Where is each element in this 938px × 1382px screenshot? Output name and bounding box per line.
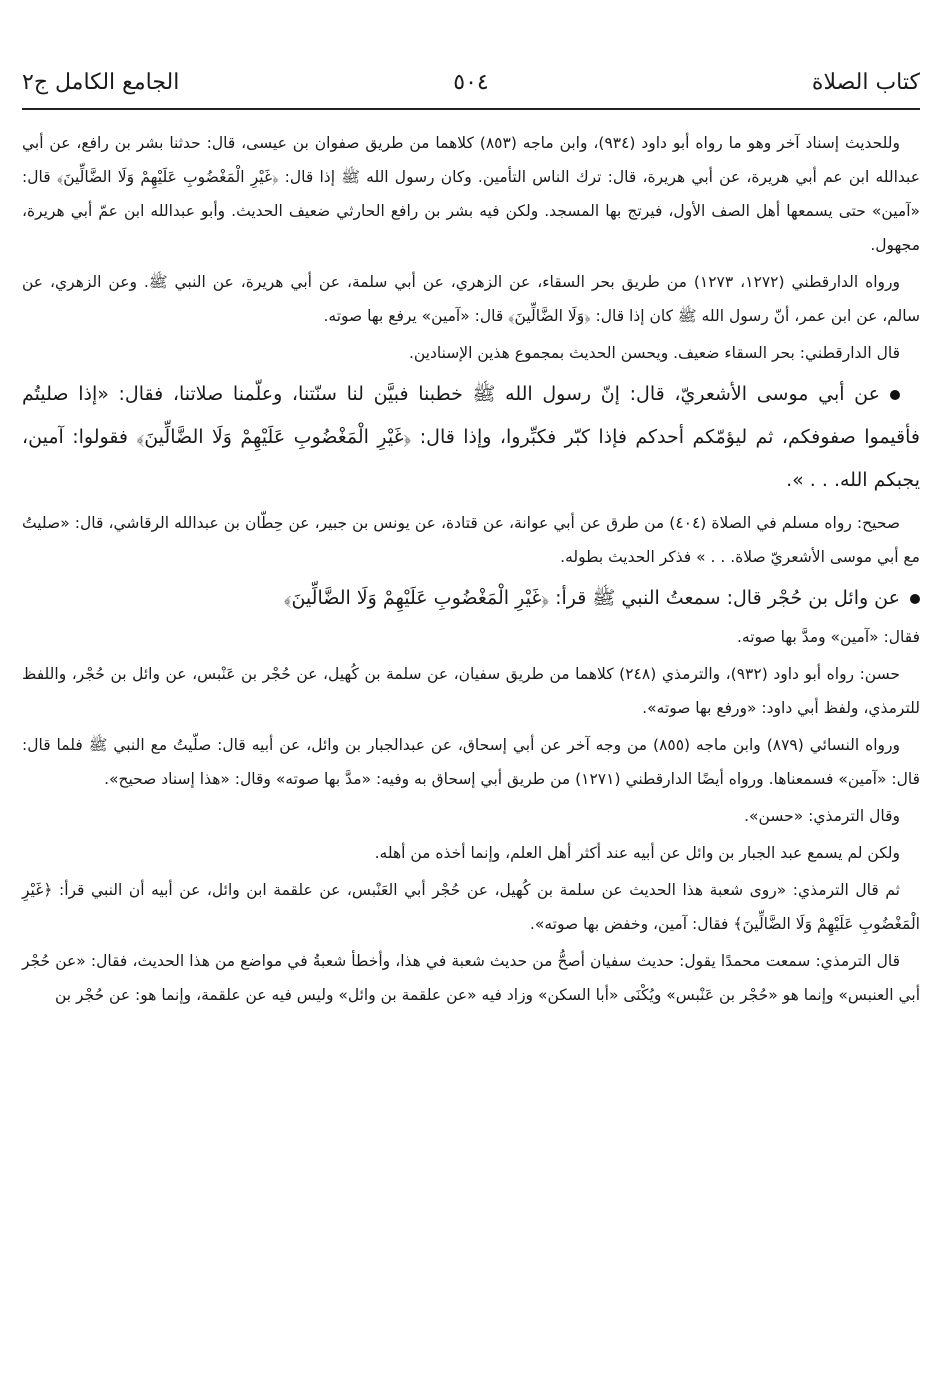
book-title: الجامع الكامل ج٢ [22,70,180,95]
paragraph-tirmidhi-hasan: وقال الترمذي: «حسن». [744,807,900,825]
hadith-abu-musa-text: عن أبي موسى الأشعريّ، قال: إنّ رسول الله ﷺ خطبنا فبيَّن لنا سنّتنا، وعلّمنا صلاتنا، فقال: «إذا صليتُم فأقيموا صفوفكم، ثم ليؤمّكم أحدكم فإذا كبّر فكبِّروا، وإذا قال: ﴿غَيْرِ الْمَغْضُوبِ عَلَيْهِمْ وَلَا الضَّالِّينَ﴾ فقولوا: آمين، يجبكم الله. . . ». [22,383,920,491]
hadith-wail [22,577,920,620]
paragraph-bukhari-opinion: قال الترمذي: سمعت محمدًا يقول: حديث سفيان أصحُّ من حديث شعبة في هذا، وأخطأ شعبةُ في مواضع من هذا الحديث، فقال: «عن حُجْر أبي العنبس» وإنما هو «حُجْر بن عَنْبس» ويُكْنَى «أبا السكن» وزاد فيه «عن علقمة بن وائل» وليس فيه عن علقمة، وإنما هو: عن حُجْر بن [22,952,920,1004]
book-page [22,50,920,1370]
paragraph-nasai: ورواه النسائي (٨٧٩) وابن ماجه (٨٥٥) من وجه آخر عن أبي إسحاق، عن عبدالجبار بن وائل، عن أبيه قال: صلّيتُ مع النبي ﷺ فلما قال: قال: «آمين» فسمعناها. ورواه أيضًا الدارقطني (١٢٧١) من طريق أبي إسحاق به وفيه: «مدَّ بها صوته» وقال: «هذا إسناد صحيح». [22,736,920,788]
chapter-title: كتاب الصلاة [811,70,920,95]
hadith-wail-text: عن وائل بن حُجْر قال: سمعتُ النبي ﷺ قرأ: ﴿غَيْرِ الْمَغْضُوبِ عَلَيْهِمْ وَلَا الضَّالِّينَ﴾ [283,587,900,609]
page-number: ٥٠٤ [453,70,489,95]
paragraph-shuba: ثم قال الترمذي: «روى شعبة هذا الحديث عن سلمة بن كُهيل، عن حُجْر أبي العَنْبس، عن علقمة ابن وائل، عن أبيه أن النبي قرأ: ﴿غَيْرِ الْمَغْضُوبِ عَلَيْهِمْ وَلَا الضَّالِّينَ﴾ فقال: آمين، وخفض بها صوته». [22,881,920,933]
paragraph-2: ورواه الدارقطني (١٢٧٢، ١٢٧٣) من طريق بحر السقاء، عن الزهري، عن أبي سلمة، عن أبي هريرة، عن النبي ﷺ. وعن الزهري، عن سالم، عن ابن عمر، أنّ رسول الله ﷺ كان إذا قال: ﴿وَلَا الضَّالِّينَ﴾ قال: «آمين» يرفع بها صوته. [22,273,920,325]
hadith-bullet-icon [890,390,900,400]
hadith-abu-musa [22,373,920,502]
page-header [22,50,920,110]
paragraph-hasan: حسن: رواه أبو داود (٩٣٢)، والترمذي (٢٤٨) كلاهما من طريق سفيان، عن سلمة بن كُهيل، عن حُجْر بن عَنْبس، عن وائل بن حُجْر، واللفظ للترمذي، ولفظ أبي داود: «ورفع بها صوته». [22,665,920,717]
paragraph-takhrij-muslim: صحيح: رواه مسلم في الصلاة (٤٠٤) من طرق عن أبي عوانة، عن قتادة، عن يونس بن جبير، عن حِطّان بن عبدالله الرقاشي، قال: «صليتُ مع أبي موسى الأشعريّ صلاة. . . » فذكر الحديث بطوله. [22,514,920,566]
page-body [22,110,920,1012]
paragraph-1: وللحديث إسناد آخر وهو ما رواه أبو داود (٩٣٤)، وابن ماجه (٨٥٣) كلاهما من طريق صفوان بن عيسى، قال: حدثنا بشر بن رافع، عن أبي عبدالله ابن عم أبي هريرة، عن أبي هريرة، قال: ترك الناس التأمين. وكان رسول الله ﷺ إذا قال: ﴿غَيْرِ الْمَغْضُوبِ عَلَيْهِمْ وَلَا الضَّالِّينَ﴾ قال: «آمين» حتى يسمعها أهل الصف الأول، فيرتج بها المسجد. ولكن فيه بشر بن رافع الحارثي ضعيف الحديث. وأبو عبدالله ابن عمّ أبي هريرة، مجهول. [22,134,920,254]
paragraph-abdul-jabbar: ولكن لم يسمع عبد الجبار بن وائل عن أبيه عند أكثر أهل العلم، وإنما أخذه من أهله. [374,844,900,862]
hadith-bullet-icon [910,594,920,604]
paragraph-3: قال الدارقطني: بحر السقاء ضعيف. ويحسن الحديث بمجموع هذين الإسنادين. [408,344,900,362]
hadith-wail-continuation: فقال: «آمين» ومدَّ بها صوته. [736,628,920,646]
